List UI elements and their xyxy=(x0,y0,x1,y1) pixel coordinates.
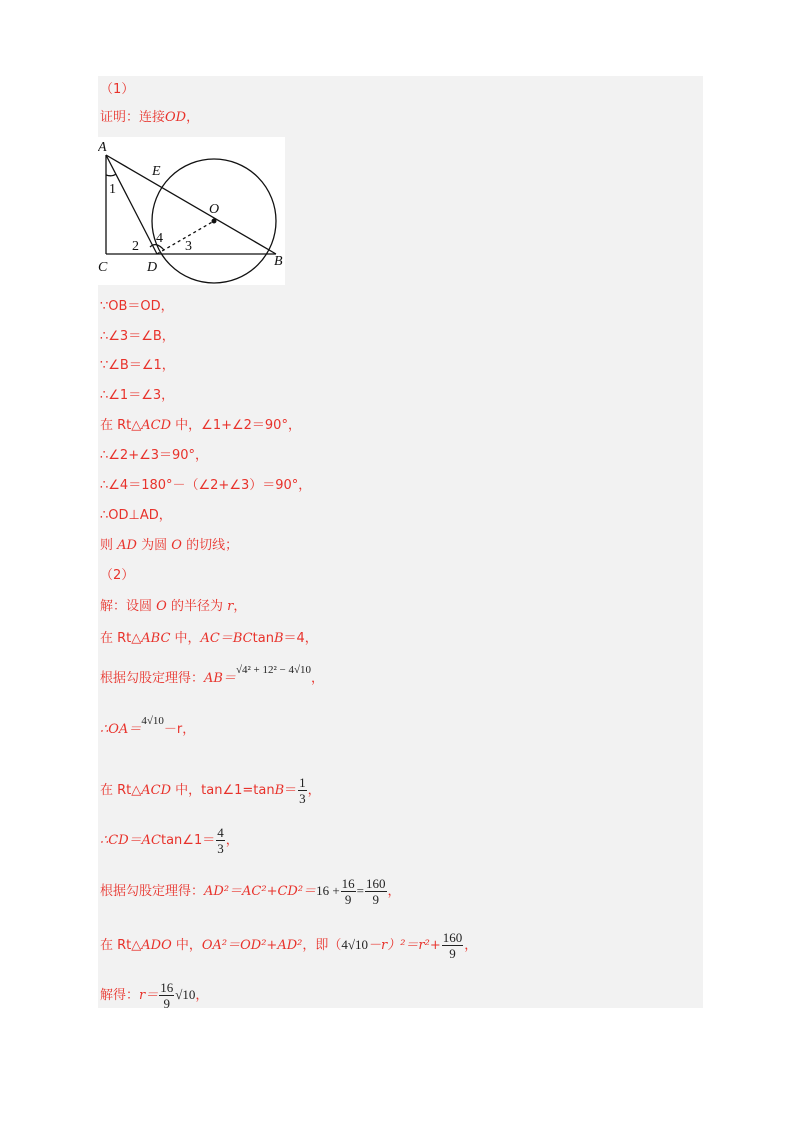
part-2-label: （2） xyxy=(100,568,135,583)
label-angle-4: 4 xyxy=(156,231,163,246)
fraction-16-9-b: $\frac{16}{9}$ xyxy=(160,980,174,1011)
proof-line-2: ∴∠3＝∠B， xyxy=(100,329,175,344)
proof-conclusion: 则 AD 为圆 O 的切线； xyxy=(100,538,239,553)
solution-line-6: ∴CD＝ACtan∠1＝ $\frac{4}{3}$ ， xyxy=(100,825,239,856)
proof-line-5: 在 Rt△ACD 中，∠1+∠2＝90°， xyxy=(100,418,301,433)
label-e: E xyxy=(152,164,161,179)
label-c: C xyxy=(98,260,108,275)
fraction-160-9: $\frac{160}{9}$ xyxy=(366,876,386,907)
solution-line-7: 根据勾股定理得：AD²＝AC²+CD²＝16 + $\frac{16}{9}$ = $\frac{160}{9}$ ， xyxy=(100,876,401,907)
solution-line-8: 在 Rt△ADO 中，OA²＝OD²+AD²，即（4√10－r）²＝r²+ $\frac{160}{9}$ ， xyxy=(100,930,478,961)
label-angle-1: 1 xyxy=(109,182,116,197)
proof-line-4: ∴∠1＝∠3， xyxy=(100,388,175,403)
part-1-label: （1） xyxy=(100,82,135,97)
center-o-dot xyxy=(212,219,217,224)
radical-10: √10 xyxy=(175,987,196,1002)
solution-line-2: 在 Rt△ABC 中，AC＝BCtanB＝4， xyxy=(100,631,318,646)
proof-intro: 证明：连接OD， xyxy=(100,110,200,125)
fraction-four-thirds: $\frac{4}{3}$ xyxy=(217,825,224,856)
solution-line-1: 解：设圆 O 的半径为 r， xyxy=(100,599,247,614)
proof-line-8: ∴OD⊥AD， xyxy=(100,508,172,523)
solution-line-5: 在 Rt△ACD 中，tan∠1=tanB＝ $\frac{1}{3}$ ， xyxy=(100,775,321,806)
fraction-one-third: $\frac{1}{3}$ xyxy=(299,775,306,806)
ab-expression: √4² + 12² − 4√10 xyxy=(235,664,312,676)
label-d: D xyxy=(147,260,158,275)
oa-radical: 4√10 xyxy=(141,715,164,727)
fraction-16-9: $\frac{16}{9}$ xyxy=(341,876,355,907)
proof-line-7: ∴∠4＝180°－（∠2+∠3）＝90°， xyxy=(100,478,312,493)
oa-radical-inline: 4√10 xyxy=(341,937,368,952)
solution-line-4: ∴OA＝$^{4√10}$－r， xyxy=(100,715,196,737)
proof-line-3: ∵∠B＝∠1， xyxy=(100,358,175,373)
label-angle-2: 2 xyxy=(132,239,139,254)
label-angle-3: 3 xyxy=(185,239,192,254)
solution-line-9: 解得：r＝ $\frac{16}{9}$ √10， xyxy=(100,980,209,1011)
fraction-160-9-b: $\frac{160}{9}$ xyxy=(442,930,463,961)
proof-line-1: ∵OB＝OD， xyxy=(100,299,174,314)
geometry-figure xyxy=(98,137,285,285)
solution-line-3: 根据勾股定理得：AB＝$^{√4^2 + 12^2 - 4√10}$， xyxy=(100,664,325,686)
label-a: A xyxy=(98,140,107,155)
label-b: B xyxy=(274,254,283,269)
proof-line-6: ∴∠2+∠3＝90°， xyxy=(100,448,209,463)
label-o: O xyxy=(209,202,220,217)
